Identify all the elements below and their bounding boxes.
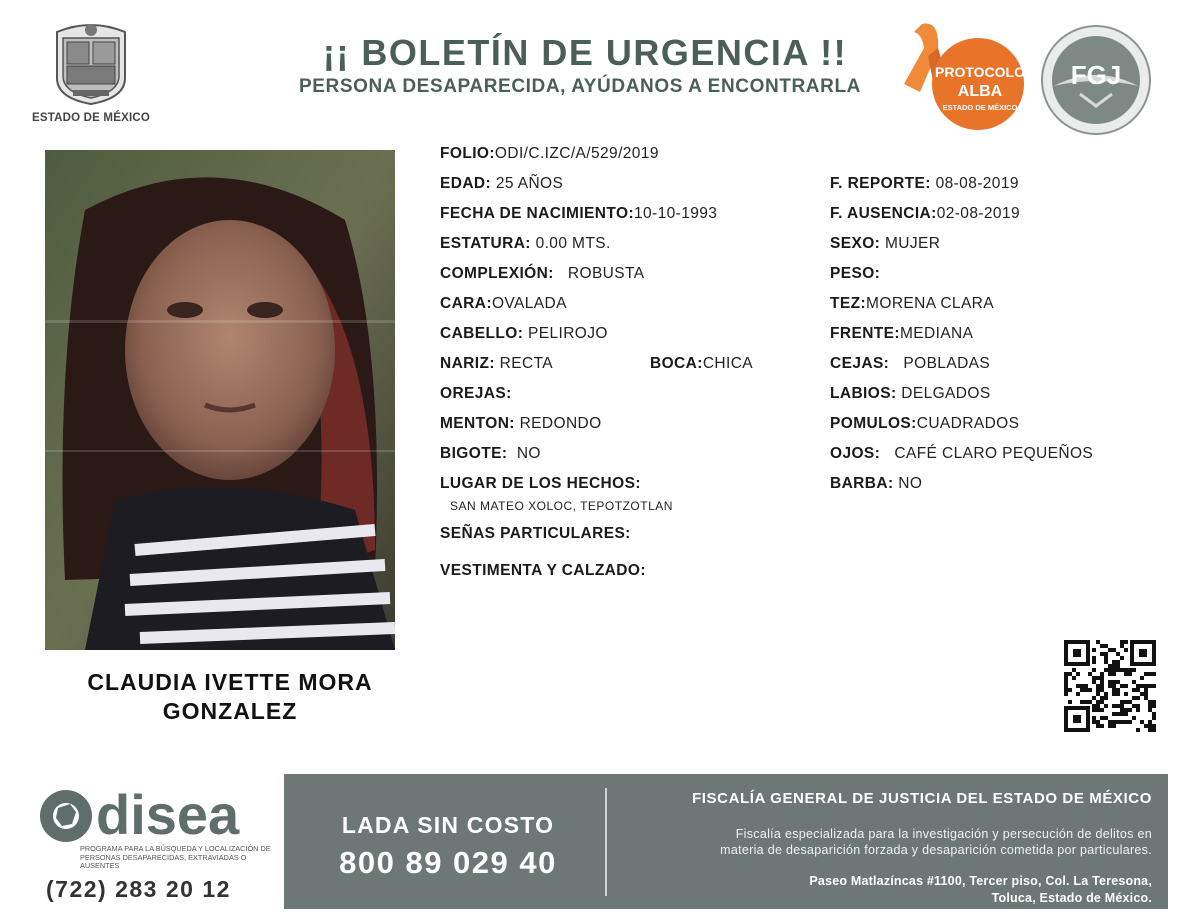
field-pomulos — [830, 415, 1019, 433]
field-labios — [830, 385, 991, 403]
coat-of-arms-icon — [51, 18, 131, 106]
person-photo — [45, 150, 395, 650]
field-bigote — [440, 445, 541, 463]
bulletin-title: ¡¡ BOLETÍN DE URGENCIA !! — [322, 32, 848, 73]
bigote-label: BIGOTE: — [440, 445, 508, 462]
fgj-seal-text: FGJ — [1070, 60, 1122, 90]
estatura-value: 0.00 MTS. — [535, 235, 611, 252]
field-menton — [440, 415, 602, 433]
boca-value: CHICA — [702, 355, 754, 372]
address-line2: Toluca, Estado de México. — [991, 891, 1152, 905]
barba-label: BARBA: — [830, 475, 894, 492]
ojos-label: OJOS: — [830, 445, 881, 462]
field-cejas — [830, 355, 990, 373]
fgj-desc-line1: Fiscalía especializada para la investigación y persecución de delitos en — [735, 827, 1152, 841]
cejas-value: POBLADAS — [903, 355, 991, 372]
field-ojos — [830, 445, 1093, 463]
field-vestimenta — [440, 562, 646, 580]
pomulos-label: POMULOS: — [830, 415, 917, 432]
protocolo-alba-logo — [900, 22, 1030, 132]
boca-label: BOCA: — [650, 355, 703, 372]
estatura-label: ESTATURA: — [440, 235, 531, 252]
frente-value: MEDIANA — [899, 325, 974, 342]
field-fecha-nacimiento — [440, 205, 717, 223]
nariz-value: RECTA — [499, 355, 554, 372]
state-coat-of-arms-logo — [28, 18, 154, 130]
menton-label: MENTON: — [440, 415, 515, 432]
state-caption: ESTADO DE MÉXICO — [32, 112, 150, 124]
person-name: CLAUDIA IVETTE MORA GONZALEZ — [87, 669, 373, 724]
field-folio — [440, 145, 659, 163]
toll-free-label: LADA SIN COSTO — [341, 812, 555, 838]
ojos-value: CAFÉ CLARO PEQUEÑOS — [894, 445, 1094, 462]
edad-label: EDAD: — [440, 175, 492, 192]
fgj-address — [612, 873, 1152, 907]
field-nariz — [440, 355, 553, 373]
labios-value: DELGADOS — [901, 385, 991, 402]
field-f-reporte — [830, 175, 1019, 193]
f-reporte-value: 08-08-2019 — [935, 175, 1019, 192]
frente-label: FRENTE: — [830, 325, 900, 342]
menton-value: REDONDO — [519, 415, 602, 432]
cabello-label: CABELLO: — [440, 325, 524, 342]
fgj-desc-line2: materia de desaparición forzada y desaparición cometida por particulares. — [720, 843, 1152, 857]
fecha-nacimiento-label: FECHA DE NACIMIENTO: — [440, 205, 634, 222]
edad-value: 25 AÑOS — [495, 175, 564, 192]
sexo-label: SEXO: — [830, 235, 881, 252]
field-edad — [440, 175, 563, 193]
complexion-label: COMPLEXIÓN: — [440, 265, 554, 282]
folio-label: FOLIO: — [440, 145, 495, 162]
field-cabello — [440, 325, 608, 343]
f-reporte-label: F. REPORTE: — [830, 175, 931, 192]
field-cara — [440, 295, 567, 313]
nariz-label: NARIZ: — [440, 355, 495, 372]
field-f-ausencia — [830, 205, 1020, 223]
field-barba — [830, 475, 922, 493]
field-senas — [440, 525, 631, 543]
field-sexo — [830, 235, 940, 253]
lugar-hechos-label: LUGAR DE LOS HECHOS: — [440, 475, 641, 492]
field-complexion — [440, 265, 644, 283]
lugar-hechos-value: SAN MATEO XOLOC, TEPOTZOTLAN — [450, 499, 673, 513]
folio-value: ODI/C.IZC/A/529/2019 — [494, 145, 659, 162]
labios-label: LABIOS: — [830, 385, 897, 402]
field-orejas — [440, 385, 512, 403]
cejas-label: CEJAS: — [830, 355, 890, 372]
cara-value: OVALADA — [491, 295, 567, 312]
toll-free-phone[interactable]: 800 89 029 40 — [339, 845, 557, 880]
orejas-label: OREJAS: — [440, 385, 512, 402]
fgj-description — [612, 826, 1152, 858]
senas-label: SEÑAS PARTICULARES: — [440, 525, 631, 542]
alba-line1: PROTOCOLO — [935, 64, 1025, 80]
f-ausencia-value: 02-08-2019 — [936, 205, 1020, 222]
peso-label: PESO: — [830, 265, 881, 282]
alba-line3: ESTADO DE MÉXICO — [942, 103, 1018, 112]
pomulos-value: CUADRADOS — [916, 415, 1020, 432]
field-boca — [650, 355, 753, 373]
field-lugar-hechos — [440, 475, 641, 493]
tez-label: TEZ: — [830, 295, 867, 312]
barba-value: NO — [898, 475, 923, 492]
fgj-title: FISCALÍA GENERAL DE JUSTICIA DEL ESTADO DE MÉXICO — [692, 790, 1152, 807]
fgj-seal-logo — [1040, 24, 1152, 136]
bigote-value: NO — [516, 445, 541, 462]
local-phone[interactable]: (722) 283 20 12 — [46, 876, 231, 902]
footer-divider — [605, 788, 607, 896]
tez-value: MORENA CLARA — [866, 295, 995, 312]
odisea-description: PROGRAMA PARA LA BÚSQUEDA Y LOCALIZACIÓN DE PERSONAS DESAPARECIDAS, EXTRAVIADAS O AUSENTES — [80, 844, 271, 870]
f-ausencia-label: F. AUSENCIA: — [830, 205, 937, 222]
field-tez — [830, 295, 994, 313]
vestimenta-label: VESTIMENTA Y CALZADO: — [440, 562, 646, 579]
qr-code[interactable] — [1064, 640, 1156, 732]
bulletin-subtitle: PERSONA DESAPARECIDA, AYÚDANOS A ENCONTRARLA — [299, 76, 861, 97]
cara-label: CARA: — [440, 295, 492, 312]
sexo-value: MUJER — [884, 235, 941, 252]
odisea-brand: disea — [96, 786, 240, 846]
field-peso — [830, 265, 880, 283]
field-frente — [830, 325, 973, 343]
fecha-nacimiento-value: 10-10-1993 — [634, 205, 718, 222]
address-line1: Paseo Matlazíncas #1100, Tercer piso, Col. La Teresona, — [809, 874, 1152, 888]
complexion-value: ROBUSTA — [567, 265, 645, 282]
field-estatura — [440, 235, 611, 253]
alba-line2: ALBA — [957, 83, 1003, 100]
cabello-value: PELIROJO — [528, 325, 608, 342]
